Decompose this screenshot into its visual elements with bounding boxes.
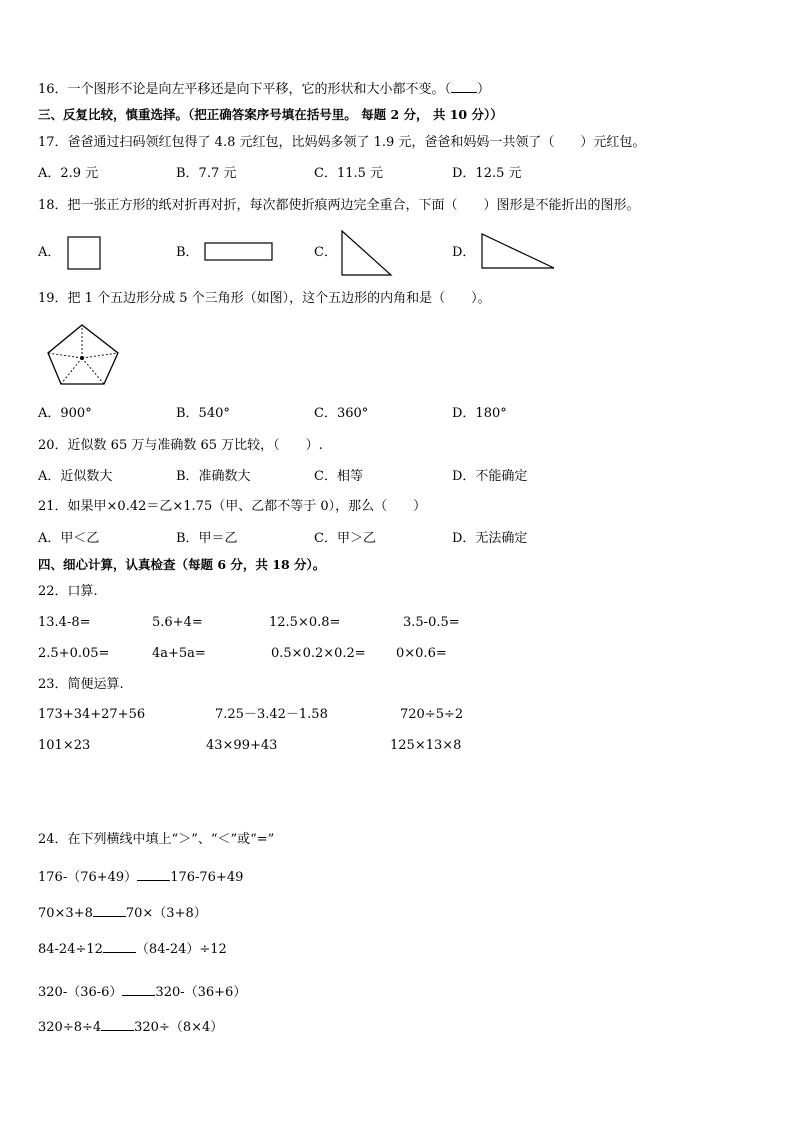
- compare-left: 84-24÷12: [38, 942, 103, 957]
- option-d[interactable]: D．12.5 元: [452, 166, 522, 181]
- rectangle-shape: [204, 242, 276, 264]
- option-b-label[interactable]: B．: [176, 245, 199, 260]
- calc-item: 4a+5a=: [152, 646, 206, 661]
- compare-right: 320-（36+6）: [155, 985, 247, 1000]
- option-c[interactable]: C．11.5 元: [314, 166, 384, 181]
- option-d[interactable]: D．180°: [452, 406, 507, 421]
- compare-left: 176-（76+49）: [38, 870, 138, 885]
- calc-item: 5.6+4=: [152, 615, 203, 630]
- compare-blank[interactable]: [137, 868, 170, 881]
- calc-item: 43×99+43: [206, 738, 278, 753]
- question-24-title: 24．在下列横线中填上“＞”、“＜”或“=”: [38, 832, 275, 847]
- compare-row: [38, 904, 207, 923]
- right-triangle-wide-shape: [480, 232, 558, 272]
- option-b[interactable]: B．540°: [176, 406, 230, 421]
- option-b[interactable]: B．准确数大: [176, 469, 251, 484]
- option-d[interactable]: D．不能确定: [452, 469, 528, 484]
- right-triangle-tall-shape: [340, 229, 396, 279]
- compare-row: [38, 868, 243, 887]
- compare-right: 176-76+49: [170, 870, 244, 885]
- calc-item: 173+34+27+56: [38, 707, 146, 722]
- option-d-label[interactable]: D．: [452, 245, 476, 260]
- question-19-stem: 19．把 1 个五边形分成 5 个三角形（如图），这个五边形的内角和是（ ）。: [38, 291, 491, 306]
- compare-left: 320÷8÷4: [38, 1020, 102, 1035]
- question-22-title: 22．口算.: [38, 584, 98, 599]
- compare-row: [38, 1018, 223, 1037]
- option-a-label[interactable]: A．: [38, 245, 61, 260]
- calc-item: 125×13×8: [390, 738, 462, 753]
- compare-blank[interactable]: [103, 940, 136, 953]
- calc-item: 0×0.6=: [396, 646, 447, 661]
- compare-row: [38, 983, 246, 1002]
- question-18-stem: 18．把一张正方形的纸对折再对折，每次都使折痕两边完全重合，下面（ ）图形是不能折出的图形。: [38, 198, 640, 213]
- compare-right: （84-24）÷12: [135, 942, 227, 957]
- calc-item: 13.4-8=: [38, 615, 91, 630]
- question-21-stem: 21．如果甲×0.42＝乙×1.75（甲、乙都不等于 0），那么（ ）: [38, 499, 427, 514]
- compare-left: 320-（36-6）: [38, 985, 123, 1000]
- section-4-heading: 四、细心计算，认真检查（每题 6 分，共 18 分）。: [38, 557, 326, 572]
- option-c-label[interactable]: C．: [314, 245, 337, 260]
- calc-item: 101×23: [38, 738, 91, 753]
- calc-item: 720÷5÷2: [400, 707, 464, 722]
- option-a[interactable]: A．近似数大: [38, 469, 113, 484]
- option-a[interactable]: A．2.9 元: [38, 166, 99, 181]
- compare-right: 320÷（8×4）: [134, 1020, 224, 1035]
- compare-blank[interactable]: [122, 983, 155, 996]
- option-b[interactable]: B．7.7 元: [176, 166, 237, 181]
- question-17-stem: 17．爸爸通过扫码领红包得了 4.8 元红包，比妈妈多领了 1.9 元，爸爸和妈妈一共领了（ ）元红包。: [38, 135, 646, 150]
- question-16-text: 16．一个图形不论是向左平移还是向下平移，它的形状和大小都不变。（: [38, 82, 452, 97]
- compare-right: 70×（3+8）: [125, 906, 207, 921]
- option-b[interactable]: B．甲＝乙: [176, 531, 238, 546]
- square-shape: [67, 236, 103, 272]
- option-c[interactable]: C．360°: [314, 406, 369, 421]
- compare-row: [38, 940, 227, 959]
- question-20-stem: 20．近似数 65 万与准确数 65 万比较，（ ）.: [38, 438, 323, 453]
- question-16-close: ）: [477, 82, 491, 97]
- calc-item: 0.5×0.2×0.2=: [271, 646, 366, 661]
- question-23-title: 23．简便运算.: [38, 677, 124, 692]
- pentagon-figure: [44, 322, 124, 388]
- answer-blank-16[interactable]: [451, 80, 477, 93]
- calc-item: 12.5×0.8=: [269, 615, 341, 630]
- compare-blank[interactable]: [101, 1018, 134, 1031]
- option-c[interactable]: C．相等: [314, 469, 363, 484]
- section-3-heading: 三、反复比较，慎重选择。（把正确答案序号填在括号里。 每题 2 分， 共 10 分））: [38, 107, 503, 122]
- option-d[interactable]: D．无法确定: [452, 531, 528, 546]
- option-c[interactable]: C．甲＞乙: [314, 531, 376, 546]
- option-a[interactable]: A．甲＜乙: [38, 531, 100, 546]
- compare-left: 70×3+8: [38, 906, 93, 921]
- question-16: [38, 80, 490, 99]
- compare-blank[interactable]: [93, 904, 126, 917]
- calc-item: 7.25－3.42－1.58: [215, 707, 328, 722]
- option-a[interactable]: A．900°: [38, 406, 92, 421]
- calc-item: 2.5+0.05=: [38, 646, 110, 661]
- calc-item: 3.5-0.5=: [403, 615, 460, 630]
